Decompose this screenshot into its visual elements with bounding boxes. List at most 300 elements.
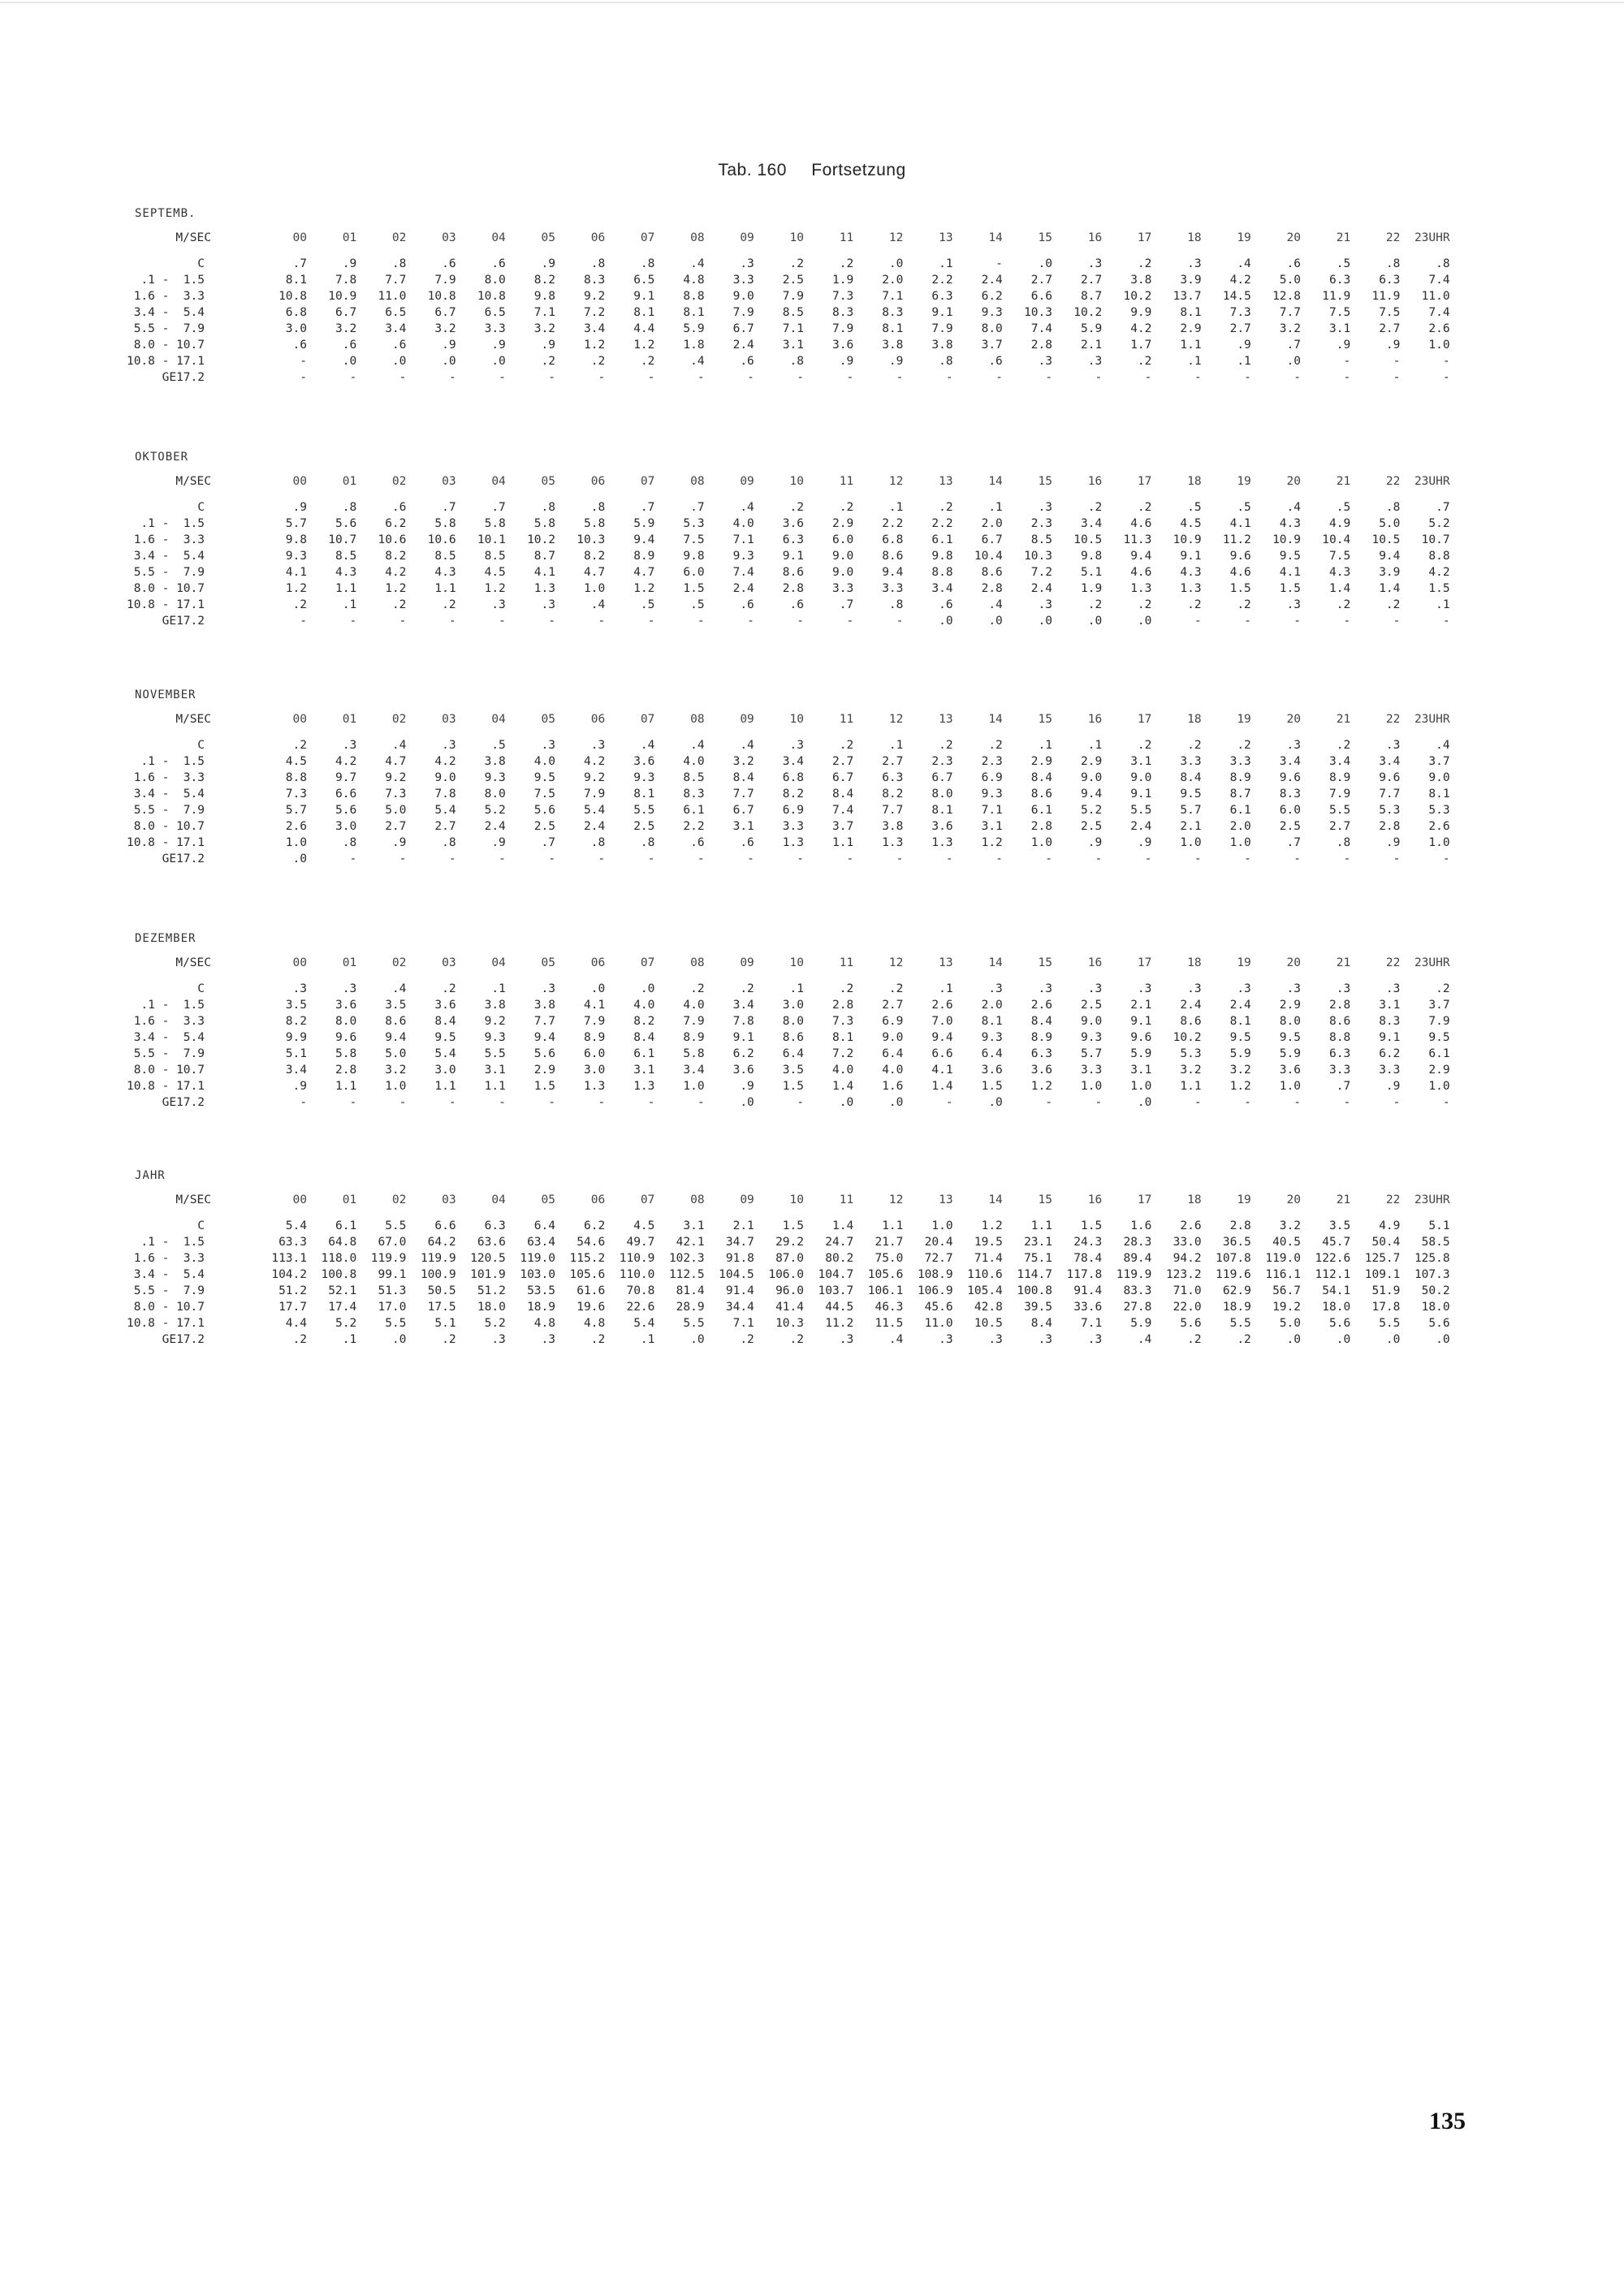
table-cell: 10.1	[477, 533, 506, 546]
table-cell: .3	[1038, 598, 1052, 611]
table-cell: 7.5	[1328, 550, 1351, 563]
table-cell: -	[797, 1096, 804, 1109]
table-cell: 1.2	[981, 1219, 1003, 1232]
table-cell: .2	[789, 1333, 804, 1346]
table-cell: 5.7	[1180, 804, 1202, 817]
table-cell: 4.4	[633, 322, 655, 335]
speed-class-label: .1 - 1.5	[140, 517, 205, 530]
table-row	[0, 835, 1624, 851]
table-cell: 123.2	[1165, 1268, 1202, 1281]
table-cell: .2	[939, 501, 953, 514]
table-cell: 9.2	[385, 771, 407, 784]
table-cell: 5.2	[484, 1317, 506, 1330]
table-cell: -	[598, 615, 606, 628]
table-cell: -	[697, 1096, 705, 1109]
table-cell: 5.3	[1180, 1047, 1202, 1060]
table-cell: 2.7	[1080, 274, 1103, 287]
table-cell: .7	[640, 501, 655, 514]
table-cell: 3.4	[782, 755, 804, 768]
table-cell: 6.2	[385, 517, 407, 530]
table-cell: 7.3	[831, 1015, 854, 1028]
table-cell: 9.4	[385, 1031, 407, 1044]
table-cell: 8.0	[484, 788, 506, 801]
header-row	[0, 1192, 1624, 1208]
table-cell: 3.2	[1229, 1064, 1251, 1077]
table-cell: -	[399, 615, 407, 628]
hour-header: 18	[1187, 1193, 1202, 1206]
speed-class-label: .1 - 1.5	[140, 999, 205, 1012]
table-cell: 1.3	[882, 836, 904, 849]
table-cell: 1.0	[1428, 836, 1450, 849]
table-cell: 1.2	[583, 339, 606, 352]
table-cell: 125.7	[1364, 1252, 1401, 1265]
hour-header: 01	[342, 231, 357, 244]
hour-header: 03	[442, 475, 456, 488]
table-cell: .0	[888, 1096, 904, 1109]
table-cell: .3	[541, 982, 555, 995]
table-cell: 6.7	[931, 771, 953, 784]
table-cell: 36.5	[1222, 1236, 1251, 1249]
table-cell: 10.9	[1272, 533, 1301, 546]
table-cell: 2.2	[882, 517, 904, 530]
table-cell: 9.4	[633, 533, 655, 546]
table-cell: 4.6	[1130, 566, 1152, 579]
table-cell: 2.0	[981, 999, 1003, 1012]
table-cell: .3	[1087, 982, 1103, 995]
table-cell: 4.7	[633, 566, 655, 579]
table-cell: -	[1194, 371, 1202, 384]
table-cell: 4.5	[484, 566, 506, 579]
table-cell: -	[846, 371, 854, 384]
hour-header: 10	[789, 231, 804, 244]
table-cell: 5.5	[484, 1047, 506, 1060]
table-cell: 8.6	[782, 566, 804, 579]
table-cell: 106.0	[768, 1268, 804, 1281]
table-cell: 1.9	[1080, 582, 1103, 595]
table-cell: 3.8	[1130, 274, 1152, 287]
table-cell: 64.2	[427, 1236, 456, 1249]
table-cell: .2	[541, 355, 555, 368]
table-cell: 6.7	[732, 322, 754, 335]
table-cell: -	[1442, 1096, 1450, 1109]
table-cell: 11.0	[378, 290, 407, 303]
table-cell: -	[1244, 615, 1251, 628]
table-cell: .1	[939, 982, 953, 995]
table-cell: 8.2	[633, 1015, 655, 1028]
table-cell: 2.2	[931, 274, 953, 287]
table-cell: .6	[740, 836, 754, 849]
table-row	[0, 1218, 1624, 1234]
speed-class-label: 1.6 - 3.3	[133, 1015, 205, 1028]
table-cell: 6.4	[882, 1047, 904, 1060]
table-cell: 3.3	[1180, 755, 1202, 768]
table-cell: 1.0	[1229, 836, 1251, 849]
table-cell: .7	[292, 257, 307, 270]
table-cell: 2.4	[484, 820, 506, 833]
table-cell: 3.4	[1379, 755, 1401, 768]
table-cell: .2	[1436, 982, 1450, 995]
table-cell: .2	[1137, 501, 1152, 514]
table-cell: 9.3	[484, 1031, 506, 1044]
table-cell: 7.5	[533, 788, 555, 801]
table-cell: 4.2	[1130, 322, 1152, 335]
table-cell: 41.4	[775, 1301, 804, 1314]
table-cell: -	[300, 355, 307, 368]
table-cell: 80.2	[825, 1252, 854, 1265]
table-cell: 3.3	[1080, 1064, 1103, 1077]
table-cell: .3	[541, 1333, 555, 1346]
table-cell: 6.6	[931, 1047, 953, 1060]
table-cell: 91.4	[725, 1284, 754, 1297]
table-cell: .2	[442, 598, 456, 611]
table-cell: .6	[342, 339, 357, 352]
table-cell: .2	[1187, 739, 1202, 752]
table-cell: 3.5	[285, 999, 307, 1012]
table-cell: -	[1095, 371, 1103, 384]
table-cell: -	[1442, 615, 1450, 628]
table-cell: 89.4	[1123, 1252, 1152, 1265]
table-cell: 2.7	[831, 755, 854, 768]
table-cell: .0	[1286, 355, 1301, 368]
table-cell: .9	[292, 501, 307, 514]
table-cell: 3.4	[931, 582, 953, 595]
table-cell: 6.1	[1229, 804, 1251, 817]
table-cell: .2	[292, 598, 307, 611]
table-cell: 100.9	[420, 1268, 456, 1281]
table-cell: 5.4	[285, 1219, 307, 1232]
table-cell: 9.4	[1130, 550, 1152, 563]
table-cell: .0	[1087, 615, 1103, 628]
table-cell: 9.3	[732, 550, 754, 563]
table-cell: .2	[292, 739, 307, 752]
table-cell: 3.2	[335, 322, 357, 335]
table-cell: 5.9	[1279, 1047, 1301, 1060]
table-cell: 112.5	[668, 1268, 705, 1281]
table-cell: 9.2	[484, 1015, 506, 1028]
table-cell: 18.9	[1222, 1301, 1251, 1314]
table-cell: 3.6	[434, 999, 456, 1012]
table-cell: 5.2	[1428, 517, 1450, 530]
table-cell: 2.6	[1428, 322, 1450, 335]
table-cell: 4.0	[683, 755, 705, 768]
table-cell: 7.9	[683, 1015, 705, 1028]
table-cell: 9.0	[732, 290, 754, 303]
table-cell: .9	[541, 257, 555, 270]
table-cell: 9.8	[683, 550, 705, 563]
table-cell: .2	[939, 739, 953, 752]
table-cell: 4.0	[882, 1064, 904, 1077]
table-cell: 10.8	[279, 290, 307, 303]
speed-class-label: .1 - 1.5	[140, 755, 205, 768]
table-cell: 6.6	[335, 788, 357, 801]
table-cell: 119.0	[520, 1252, 555, 1265]
table-cell: .1	[789, 982, 804, 995]
speed-class-label: 3.4 - 5.4	[133, 306, 205, 319]
table-cell: 8.6	[981, 566, 1003, 579]
table-cell: 4.0	[633, 999, 655, 1012]
table-cell: .3	[590, 739, 606, 752]
table-cell: 8.1	[683, 306, 705, 319]
table-cell: 9.0	[882, 1031, 904, 1044]
table-cell: 6.2	[1379, 1047, 1401, 1060]
table-cell: 10.5	[974, 1317, 1003, 1330]
table-cell: 1.0	[385, 1080, 407, 1093]
hour-header: 10	[789, 713, 804, 726]
table-cell: 6.1	[931, 533, 953, 546]
table-cell: .6	[740, 598, 754, 611]
table-cell: -	[896, 615, 904, 628]
table-cell: 7.1	[782, 322, 804, 335]
speed-class-label: GE17.2	[162, 371, 205, 384]
table-cell: 2.1	[732, 1219, 754, 1232]
table-cell: .0	[391, 355, 407, 368]
hour-header: 09	[740, 475, 754, 488]
table-cell: 8.8	[1428, 550, 1450, 563]
table-cell: 2.8	[1030, 820, 1052, 833]
table-cell: 119.6	[1216, 1268, 1251, 1281]
table-cell: .1	[888, 739, 904, 752]
table-cell: 7.4	[831, 804, 854, 817]
table-cell: 6.7	[434, 306, 456, 319]
table-cell: 2.5	[1080, 820, 1103, 833]
table-cell: .5	[1237, 501, 1251, 514]
table-cell: 7.9	[1328, 788, 1351, 801]
hour-header: 23UHR	[1414, 231, 1450, 244]
table-cell: 6.4	[981, 1047, 1003, 1060]
table-cell: .4	[391, 982, 407, 995]
table-cell: 50.2	[1421, 1284, 1450, 1297]
table-cell: -	[1294, 1096, 1301, 1109]
table-cell: .3	[491, 598, 506, 611]
table-cell: .2	[690, 982, 705, 995]
table-cell: 2.6	[1030, 999, 1052, 1012]
table-cell: 4.7	[583, 566, 606, 579]
table-cell: -	[300, 615, 307, 628]
table-cell: .2	[839, 982, 854, 995]
table-cell: .8	[391, 257, 407, 270]
table-cell: 100.8	[1017, 1284, 1052, 1297]
table-cell: .6	[442, 257, 456, 270]
table-cell: 6.0	[831, 533, 854, 546]
hour-header: 07	[640, 231, 655, 244]
table-cell: -	[896, 852, 904, 865]
table-cell: 45.6	[924, 1301, 953, 1314]
table-cell: .1	[1237, 355, 1251, 368]
speed-class-label: 10.8 - 17.1	[126, 1317, 205, 1330]
table-cell: 39.5	[1024, 1301, 1052, 1314]
table-cell: 1.3	[1180, 582, 1202, 595]
table-cell: -	[846, 615, 854, 628]
table-cell: 2.7	[1379, 322, 1401, 335]
hour-header: 18	[1187, 231, 1202, 244]
table-cell: 9.5	[1180, 788, 1202, 801]
table-cell: 5.9	[1229, 1047, 1251, 1060]
table-cell: .0	[988, 615, 1003, 628]
table-cell: 7.7	[732, 788, 754, 801]
hour-header: 19	[1237, 231, 1251, 244]
hour-header: 21	[1336, 475, 1351, 488]
table-cell: 54.1	[1322, 1284, 1351, 1297]
table-cell: 5.2	[335, 1317, 357, 1330]
table-cell: -	[1343, 1096, 1351, 1109]
table-cell: 6.0	[1279, 804, 1301, 817]
table-cell: 9.5	[1279, 550, 1301, 563]
hour-header: 07	[640, 713, 655, 726]
table-row	[0, 548, 1624, 564]
table-cell: 5.5	[1229, 1317, 1251, 1330]
hour-header: 01	[342, 956, 357, 969]
table-cell: 1.5	[533, 1080, 555, 1093]
table-cell: -	[896, 371, 904, 384]
table-cell: .2	[789, 257, 804, 270]
table-cell: 83.3	[1123, 1284, 1152, 1297]
table-cell: 105.6	[867, 1268, 904, 1281]
table-cell: .8	[590, 836, 606, 849]
table-cell: 9.4	[882, 566, 904, 579]
table-cell: .3	[939, 1333, 953, 1346]
page-title	[0, 161, 1624, 180]
table-cell: 6.3	[931, 290, 953, 303]
table-cell: 1.8	[683, 339, 705, 352]
table-cell: 52.1	[328, 1284, 357, 1297]
table-cell: 3.7	[1428, 999, 1450, 1012]
table-cell: 2.1	[1130, 999, 1152, 1012]
table-cell: .7	[1286, 339, 1301, 352]
table-cell: 2.7	[434, 820, 456, 833]
table-row	[0, 786, 1624, 802]
table-cell: 2.8	[831, 999, 854, 1012]
table-cell: 9.1	[1180, 550, 1202, 563]
table-cell: 5.5	[1328, 804, 1351, 817]
table-cell: .3	[541, 739, 555, 752]
table-cell: 5.4	[583, 804, 606, 817]
table-cell: 10.5	[1073, 533, 1103, 546]
table-row	[0, 272, 1624, 288]
table-cell: 5.0	[1379, 517, 1401, 530]
table-cell: -	[697, 371, 705, 384]
table-cell: 8.0	[981, 322, 1003, 335]
table-cell: .9	[1385, 339, 1401, 352]
table-cell: 1.0	[1428, 1080, 1450, 1093]
table-cell: 2.6	[1428, 820, 1450, 833]
hour-header: 17	[1137, 713, 1152, 726]
table-cell: 2.7	[882, 755, 904, 768]
table-cell: 56.7	[1272, 1284, 1301, 1297]
table-cell: .7	[1436, 501, 1450, 514]
table-cell: 2.5	[1080, 999, 1103, 1012]
table-cell: .8	[541, 501, 555, 514]
table-cell: .2	[839, 739, 854, 752]
table-cell: .3	[789, 739, 804, 752]
table-cell: 4.3	[335, 566, 357, 579]
table-row	[0, 1299, 1624, 1315]
table-cell: 4.5	[285, 755, 307, 768]
table-cell: -	[399, 852, 407, 865]
table-cell: 4.2	[1428, 566, 1450, 579]
table-cell: .3	[1087, 355, 1103, 368]
table-cell: -	[349, 1096, 357, 1109]
table-cell: 3.3	[1229, 755, 1251, 768]
table-cell: 46.3	[875, 1301, 904, 1314]
table-cell: -	[1393, 615, 1401, 628]
hour-header: 16	[1087, 475, 1103, 488]
table-number: Tab. 160	[718, 161, 787, 179]
table-cell: .2	[590, 1333, 606, 1346]
table-row	[0, 851, 1624, 867]
table-cell: -	[448, 1096, 456, 1109]
table-cell: 9.8	[285, 533, 307, 546]
hour-header: 14	[988, 956, 1003, 969]
table-cell: 6.2	[583, 1219, 606, 1232]
table-cell: -	[945, 852, 953, 865]
table-cell: .7	[1336, 1080, 1351, 1093]
table-cell: 3.1	[981, 820, 1003, 833]
hour-header: 21	[1336, 956, 1351, 969]
table-cell: 4.1	[533, 566, 555, 579]
table-cell: 3.3	[484, 322, 506, 335]
hour-header: 00	[292, 231, 307, 244]
table-cell: -	[1244, 1096, 1251, 1109]
table-cell: 113.1	[271, 1252, 307, 1265]
table-cell: -	[945, 371, 953, 384]
section-label: SEPTEMB.	[135, 207, 197, 220]
hour-header: 16	[1087, 713, 1103, 726]
table-cell: 17.7	[279, 1301, 307, 1314]
table-cell: 5.8	[683, 1047, 705, 1060]
table-cell: .2	[888, 982, 904, 995]
table-cell: 5.6	[533, 804, 555, 817]
table-row	[0, 532, 1624, 548]
hour-header: 05	[541, 231, 555, 244]
table-row	[0, 369, 1624, 386]
table-cell: 11.0	[1421, 290, 1450, 303]
section-4	[0, 1169, 1624, 1380]
table-cell: 7.4	[1428, 274, 1450, 287]
table-cell: -	[747, 371, 754, 384]
table-cell: 10.2	[1073, 306, 1103, 319]
table-cell: 24.3	[1073, 1236, 1103, 1249]
table-cell: .3	[491, 1333, 506, 1346]
hour-header: 16	[1087, 1193, 1103, 1206]
hour-header: 22	[1385, 231, 1401, 244]
table-cell: 91.8	[725, 1252, 754, 1265]
table-cell: 6.3	[882, 771, 904, 784]
table-cell: 7.2	[583, 306, 606, 319]
table-cell: -	[797, 852, 804, 865]
table-cell: 5.9	[1080, 322, 1103, 335]
table-cell: 1.5	[782, 1080, 804, 1093]
table-cell: 107.3	[1414, 1268, 1450, 1281]
speed-class-label: C	[197, 501, 205, 514]
table-cell: 1.3	[533, 582, 555, 595]
table-cell: 3.6	[831, 339, 854, 352]
table-cell: .8	[1385, 501, 1401, 514]
table-cell: -	[1045, 371, 1052, 384]
table-cell: 2.3	[1030, 517, 1052, 530]
table-cell: 1.4	[831, 1219, 854, 1232]
table-cell: .3	[1385, 982, 1401, 995]
hour-header: 19	[1237, 1193, 1251, 1206]
table-cell: 110.0	[619, 1268, 655, 1281]
table-row	[0, 337, 1624, 353]
table-cell: 9.5	[1229, 1031, 1251, 1044]
table-cell: 110.6	[967, 1268, 1003, 1281]
table-cell: 1.1	[335, 582, 357, 595]
table-cell: 6.3	[1328, 274, 1351, 287]
speed-class-label: 10.8 - 17.1	[126, 836, 205, 849]
table-cell: 10.7	[1421, 533, 1450, 546]
table-cell: 81.4	[676, 1284, 705, 1297]
